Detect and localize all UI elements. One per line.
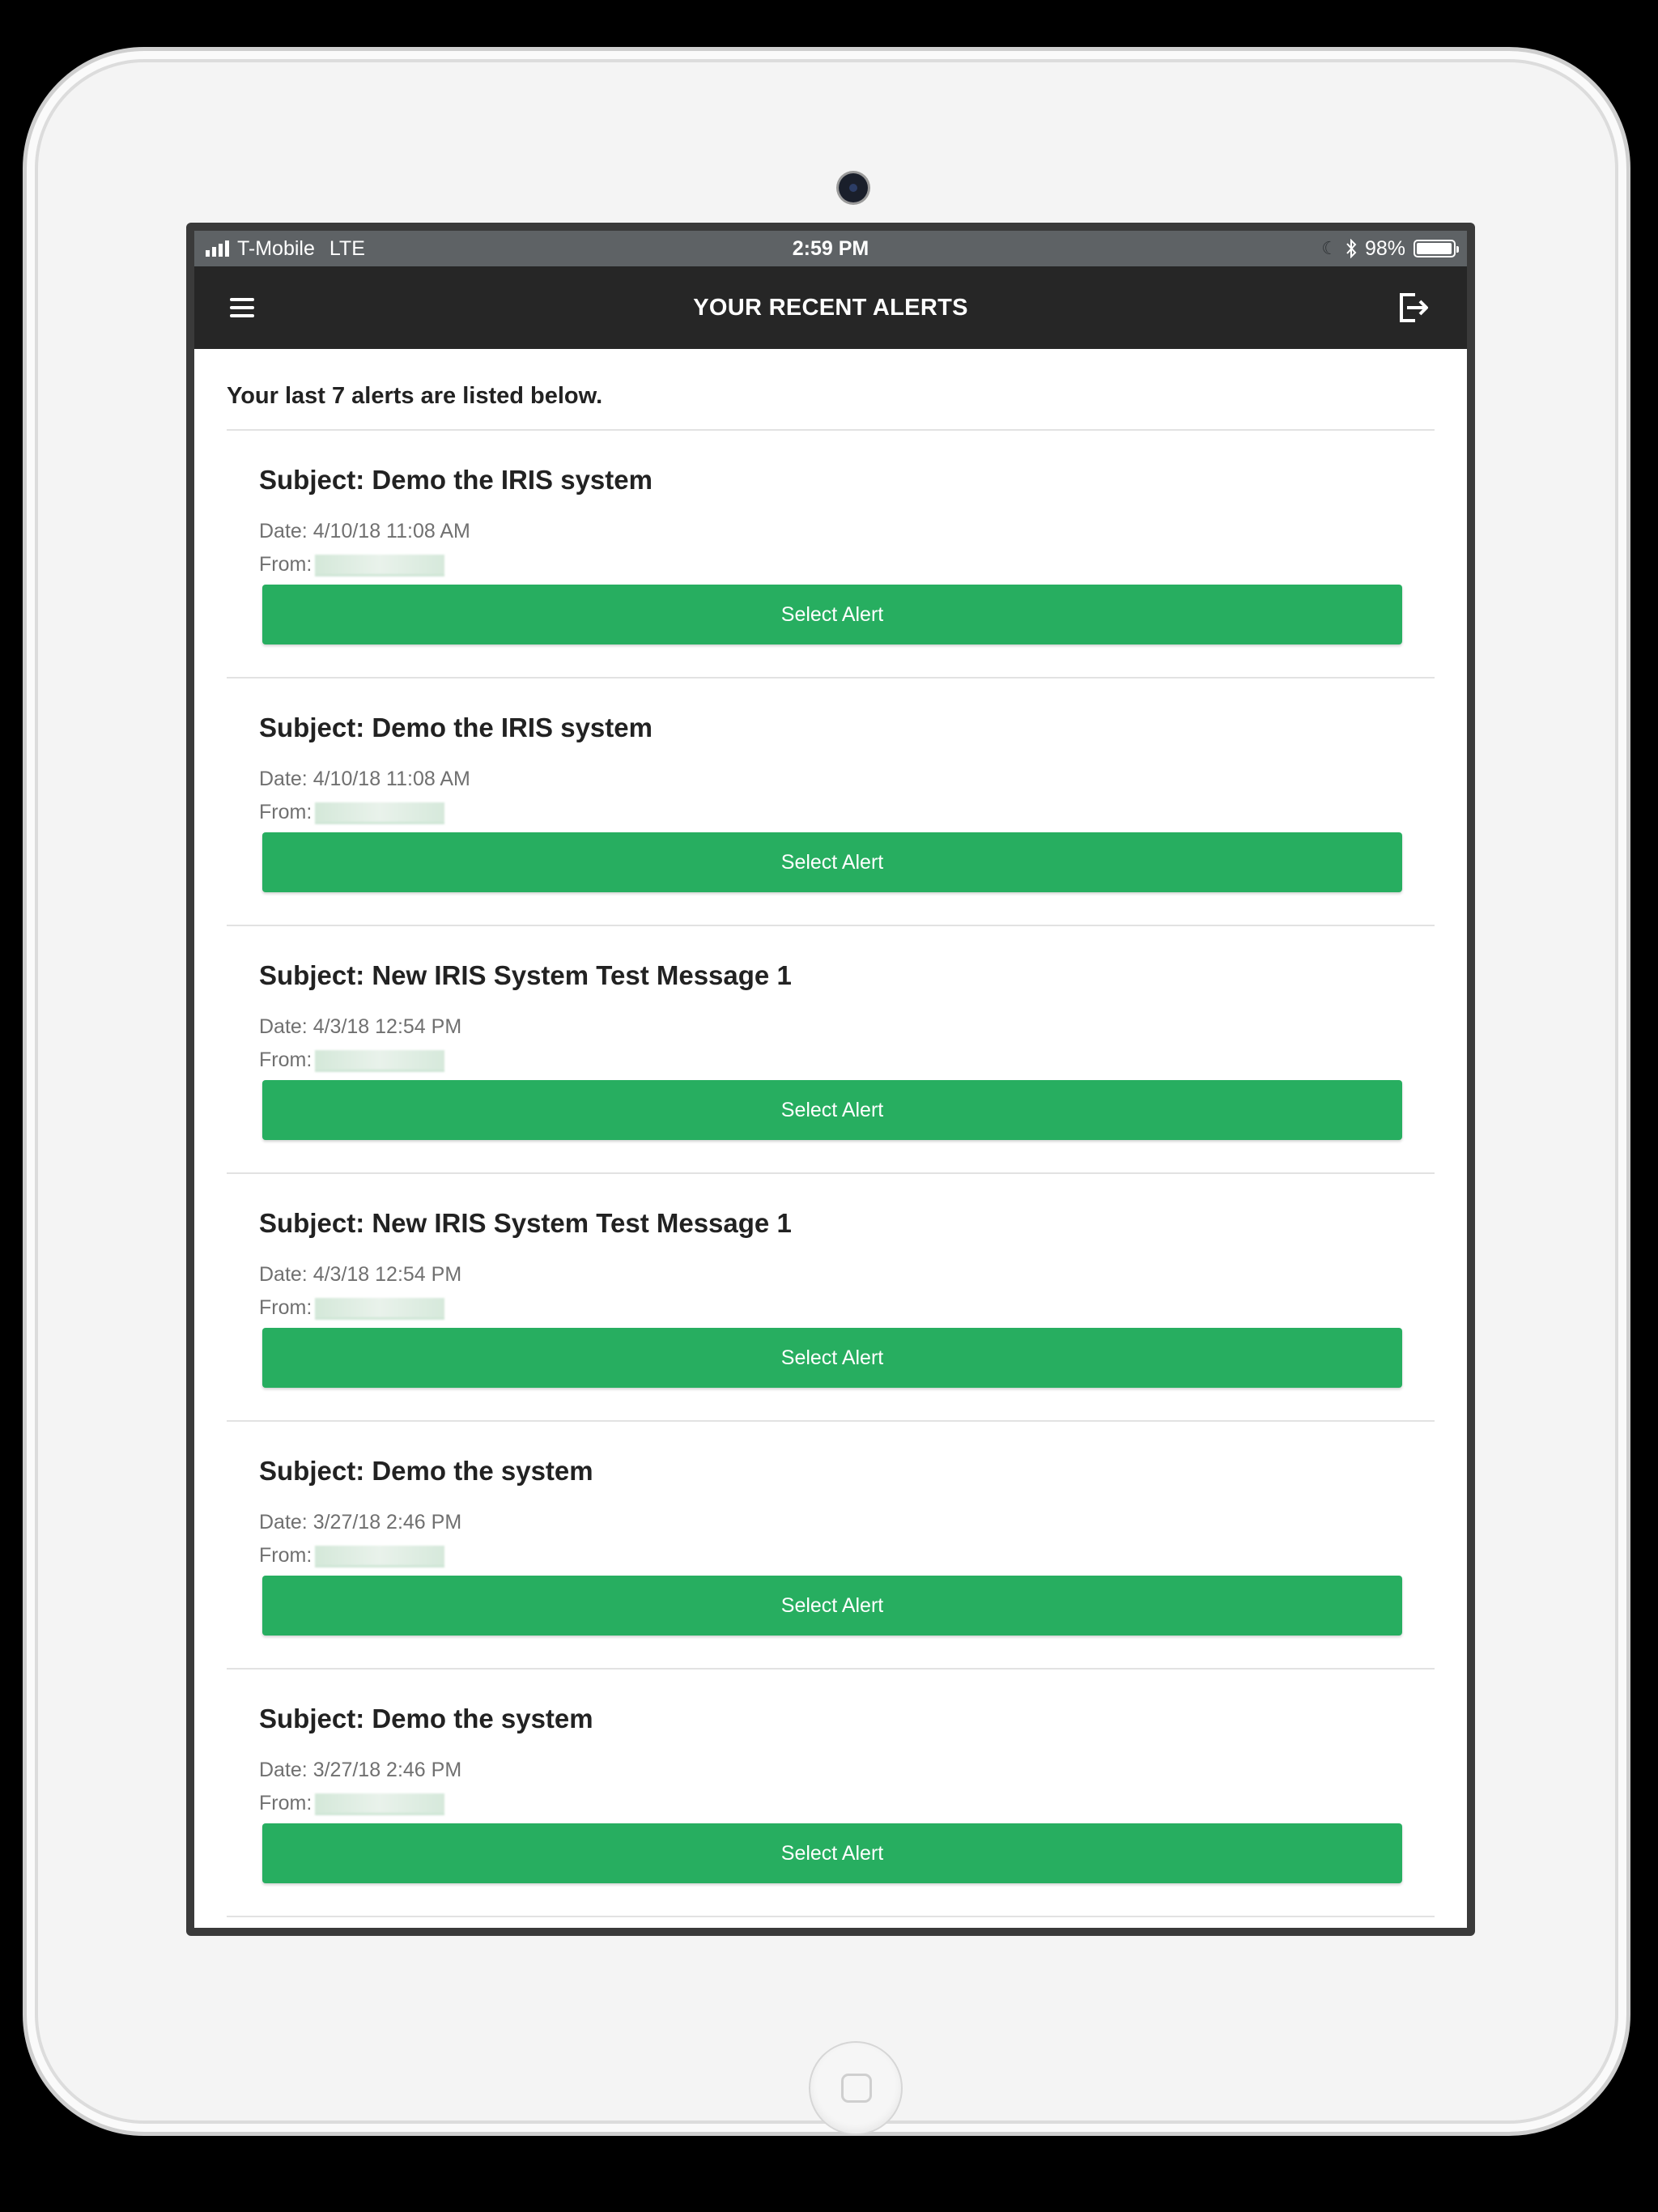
status-bar xyxy=(194,231,1467,266)
alert-date: Date: 4/3/18 12:54 PM xyxy=(259,1015,462,1038)
home-button[interactable] xyxy=(809,2041,903,2135)
alert-from-label: From: xyxy=(259,1049,312,1071)
screen-bezel xyxy=(186,223,1475,1936)
menu-icon[interactable] xyxy=(230,298,254,317)
alert-date: Date: 4/10/18 11:08 AM xyxy=(259,768,470,790)
status-time: 2:59 PM xyxy=(792,236,869,260)
alert-from xyxy=(259,796,1402,829)
battery-icon xyxy=(1414,240,1456,257)
alert-from-label: From: xyxy=(259,801,312,823)
select-alert-button[interactable]: Select Alert xyxy=(262,585,1402,644)
alert-subject: Subject: Demo the system xyxy=(259,1704,593,1733)
sender-name-redacted xyxy=(315,1298,444,1320)
alert-from xyxy=(259,1044,1402,1077)
bluetooth-icon xyxy=(1346,239,1357,258)
alert-subject: Subject: New IRIS System Test Message 1 xyxy=(259,1208,792,1238)
alert-card xyxy=(227,1422,1435,1670)
sender-name-redacted xyxy=(315,1546,444,1568)
alert-subject: Subject: Demo the IRIS system xyxy=(259,713,653,742)
select-alert-button[interactable]: Select Alert xyxy=(262,1823,1402,1883)
alert-from-label: From: xyxy=(259,553,312,576)
nav-bar xyxy=(194,266,1467,349)
alerts-intro: Your last 7 alerts are listed below. xyxy=(227,349,1435,431)
status-right xyxy=(1321,237,1456,261)
home-square-icon xyxy=(841,2074,872,2103)
alert-subject: Subject: Demo the IRIS system xyxy=(259,465,653,495)
signal-icon xyxy=(206,240,229,257)
alert-date: Date: 3/27/18 2:46 PM xyxy=(259,1759,462,1781)
moon-icon: ☾ xyxy=(1321,238,1337,258)
app-viewport xyxy=(194,231,1467,1928)
sender-name-redacted xyxy=(315,555,444,576)
alert-card xyxy=(227,431,1435,678)
select-alert-button[interactable]: Select Alert xyxy=(262,1080,1402,1140)
alert-date: Date: 3/27/18 2:46 PM xyxy=(259,1511,462,1534)
network-label: LTE xyxy=(329,236,365,260)
alert-subject: Subject: New IRIS System Test Message 1 xyxy=(259,960,792,990)
status-left xyxy=(206,237,365,261)
alert-date: Date: 4/3/18 12:54 PM xyxy=(259,1263,462,1286)
alert-from xyxy=(259,1787,1402,1820)
sender-name-redacted xyxy=(315,802,444,824)
alert-card xyxy=(227,1670,1435,1917)
carrier-label: T-Mobile xyxy=(237,236,315,260)
select-alert-button[interactable]: Select Alert xyxy=(262,1576,1402,1636)
alert-date: Date: 4/10/18 11:08 AM xyxy=(259,520,470,542)
logout-icon[interactable] xyxy=(1396,290,1431,325)
select-alert-button[interactable]: Select Alert xyxy=(262,1328,1402,1388)
camera-icon xyxy=(839,173,868,202)
page-title: YOUR RECENT ALERTS xyxy=(693,294,968,321)
alerts-content xyxy=(194,349,1467,1917)
alert-from-label: From: xyxy=(259,1296,312,1319)
alert-card xyxy=(227,926,1435,1174)
alert-from xyxy=(259,1539,1402,1572)
alert-list xyxy=(227,431,1435,1917)
select-alert-button[interactable]: Select Alert xyxy=(262,832,1402,892)
alert-from-label: From: xyxy=(259,1792,312,1814)
alert-card xyxy=(227,678,1435,926)
alert-from xyxy=(259,1291,1402,1325)
sender-name-redacted xyxy=(315,1793,444,1815)
battery-percent: 98% xyxy=(1364,236,1405,260)
alert-from xyxy=(259,548,1402,581)
alert-from-label: From: xyxy=(259,1544,312,1567)
alert-card xyxy=(227,1174,1435,1422)
sender-name-redacted xyxy=(315,1050,444,1072)
alert-subject: Subject: Demo the system xyxy=(259,1456,593,1486)
